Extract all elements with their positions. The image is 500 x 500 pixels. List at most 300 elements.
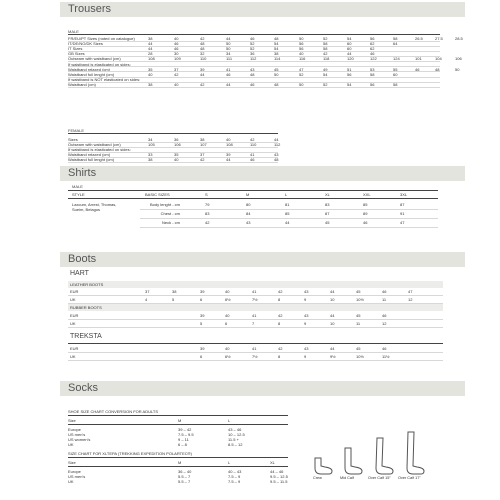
trousers-male-cell: 52 [323, 81, 328, 87]
trousers-male-cell: 124 [393, 56, 400, 62]
shirts-header-cell: XXL [363, 192, 371, 197]
trousers-male-rule [68, 34, 440, 35]
trousers-female-cell: 37 [200, 152, 205, 158]
shirts-cell: 85 [285, 211, 290, 216]
boots-rubber-cell: 7 [252, 321, 255, 326]
trousers-male-cell: 114 [274, 56, 281, 62]
trousers-male-cell: 42 [200, 36, 205, 41]
trousers-male-cell: 116 [299, 56, 306, 62]
trousers-male-cell: 109 [174, 56, 181, 62]
trousers-male-cell: 46 [250, 36, 255, 41]
shirts-cell: 46 [363, 220, 368, 225]
trousers-male-cell: 58 [323, 46, 328, 52]
boots-rubber-cell: 10 [330, 321, 335, 326]
shirts-cell: 91 [400, 211, 405, 216]
trousers-female-cell: 44 [274, 137, 279, 142]
trousers-male-cell: 48 [274, 36, 279, 41]
trousers-female-cell: 105 [148, 142, 155, 148]
shirts-title: Shirts [68, 167, 97, 179]
trousers-male-cell: 46 [226, 71, 231, 77]
boots-treksta-row-label: UK [70, 354, 76, 359]
socks-adults-header-cell: M [178, 418, 182, 423]
trousers-male-cell: 48 [250, 71, 255, 77]
trousers-male-cell: 38 [148, 81, 153, 87]
shirts-header-cell: BASIC SIZES [145, 192, 170, 197]
trousers-male-row-label: Waistband full lenght (cm) [68, 71, 115, 77]
boots-rubber-cell: 42 [278, 313, 283, 318]
trousers-male-cell: 38 [148, 36, 153, 41]
boots-leather-cell: 45 [356, 289, 361, 294]
shirts-rule-header [68, 198, 438, 199]
trousers-male-row-label: IT Sizes [68, 46, 83, 52]
mid-calf-sock-icon [345, 448, 362, 474]
trousers-male-cell: 122 [370, 56, 377, 62]
trousers-male-cell: 50 [455, 66, 460, 72]
boots-leather-row-line [68, 295, 443, 296]
trousers-male-cell: 52 [323, 36, 328, 41]
trousers-female-cell: 36 [174, 137, 179, 142]
trousers-male-cell: 51 [347, 66, 352, 72]
trousers-female-cell: 40 [226, 137, 231, 142]
boots-treksta-label: TREKSTA [70, 333, 102, 340]
trousers-female-cell: 41 [250, 152, 255, 158]
socks-xltepa-header-line [68, 466, 288, 467]
boots-leather-cell: 42 [278, 289, 283, 294]
shirts-row-label: Body lenght - cm [149, 202, 180, 207]
boots-rubber-cell: 46 [382, 313, 387, 318]
boots-rubber-cell: 44 [330, 313, 335, 318]
trousers-male-cell: 44 [148, 41, 153, 47]
boots-rubber-cell: 45 [356, 313, 361, 318]
boots-treksta-cell: 6½ [225, 354, 231, 359]
trousers-male-cell: 37 [174, 66, 179, 72]
sock-label-over-calf-15: Over Calf 15" [368, 476, 391, 480]
trousers-male-cell: 42 [174, 71, 179, 77]
shirts-row-line [140, 227, 438, 228]
socks-xltepa-cell: 36 – 40 [178, 469, 192, 474]
trousers-male-cell: 56 [299, 41, 304, 47]
trousers-female-row-label: Waistband relaxed (cm) [68, 152, 111, 158]
boots-treksta-rule [68, 343, 443, 344]
socks-xltepa-cell: 7.5 – 9 [228, 474, 241, 479]
boots-rubber-band [68, 304, 443, 311]
boots-leather-cell: 12 [408, 297, 413, 302]
boots-rubber-cell: 11 [356, 321, 361, 326]
boots-rubber-cell: 43 [304, 313, 309, 318]
socks-adults-cell: 6 – 8 [178, 442, 187, 447]
trousers-male-row-label: Waistband (cm) [68, 81, 96, 87]
boots-treksta-cell: 9 [304, 354, 307, 359]
trousers-male-cell: 48 [200, 41, 205, 47]
trousers-male-cell: 35 [148, 66, 153, 72]
boots-rubber-cell: 40 [225, 313, 230, 318]
trousers-male-row-label: IT/DE/NO/DK Sizes [68, 41, 103, 47]
trousers-male-cell: 58 [323, 41, 328, 47]
boots-rubber-cell: 12 [382, 321, 387, 326]
socks-xltepa-cell: 9.5 – 12.5 [270, 474, 288, 479]
trousers-female-cell: 107 [200, 142, 207, 148]
trousers-male-cell: 50 [299, 81, 304, 87]
trousers-male-cell: 62 [370, 46, 375, 52]
boots-treksta-cell: 44 [330, 346, 335, 351]
trousers-male-cell: 104 [435, 56, 442, 62]
shirts-cell: 43 [246, 220, 251, 225]
trousers-female-row-label: Outseam with waistband (cm) [68, 142, 121, 148]
trousers-male-cell: 42 [200, 81, 205, 87]
sock-label-mid-calf: Mid Calf [340, 476, 354, 480]
boots-section-header [60, 252, 465, 267]
sock-lengths-illustration [305, 430, 440, 480]
boots-leather-cell: 37 [145, 289, 150, 294]
socks-adults-cell: US men's [68, 432, 86, 437]
boots-leather-cell: 6½ [225, 297, 231, 302]
trousers-male-cell: 28 [148, 51, 153, 57]
shirts-row-line [140, 218, 438, 219]
boots-treksta-row-line [68, 352, 443, 353]
trousers-male-row-label: If waistband is NOT elasticated on sides: [68, 76, 141, 82]
trousers-male-cell: 58 [393, 81, 398, 87]
trousers-section-header [60, 2, 465, 17]
boots-treksta-cell: 41 [252, 346, 257, 351]
trousers-male-cell: 40 [148, 71, 153, 77]
boots-leather-cell: 46 [382, 289, 387, 294]
shirts-cell: 85 [363, 202, 368, 207]
trousers-male-cell: 111 [226, 56, 233, 62]
socks-adults-cell: US women's [68, 437, 91, 442]
trousers-male-cell: 40 [174, 81, 179, 87]
boots-treksta-cell: 7½ [252, 354, 258, 359]
trousers-male-cell: 41 [226, 66, 231, 72]
socks-xltepa-cell: 5.5 – 7 [178, 479, 191, 484]
trousers-male-cell: 50 [274, 71, 279, 77]
trousers-male-cell: 40 [299, 51, 304, 57]
trousers-female-rule [68, 133, 278, 134]
boots-leather-cell: 10½ [356, 297, 364, 302]
trousers-male-cell: 64 [393, 41, 398, 47]
boots-treksta-cell: 39 [200, 346, 205, 351]
socks-xltepa-header-cell: M [178, 460, 182, 465]
trousers-male-cell: 62 [370, 41, 375, 47]
shirts-male-label: MALE [72, 184, 83, 189]
shirts-header-cell: XL [325, 192, 330, 197]
shirts-cell: 42 [205, 220, 210, 225]
socks-adults-cell: UK [68, 442, 74, 447]
socks-adults-cell: 9 – 11 [178, 437, 189, 442]
trousers-male-cell: 60 [347, 41, 352, 47]
trousers-male-cell: 58 [393, 36, 398, 41]
shirts-cell: 83 [325, 202, 330, 207]
trousers-female-row-label: Waistband full lenght (cm) [68, 157, 115, 163]
boots-treksta-cell: 42 [278, 346, 283, 351]
boots-treksta-cell: 40 [225, 346, 230, 351]
trousers-male-cell: 40 [174, 36, 179, 41]
trousers-male-cell: 30 [174, 51, 179, 57]
trousers-male-cell: 54 [347, 81, 352, 87]
boots-leather-cell: 47 [408, 289, 413, 294]
trousers-female-cell: 34 [148, 137, 153, 142]
crew-sock-icon [315, 458, 332, 474]
boots-leather-band [68, 281, 443, 288]
boots-rubber-cell: 8 [278, 321, 281, 326]
trousers-male-cell: 44 [226, 36, 231, 41]
boots-leather-cell: 5 [172, 297, 175, 302]
boots-leather-cell: 39 [200, 289, 205, 294]
socks-adults-header-line [68, 424, 288, 425]
trousers-female-row-label: Sizes [68, 137, 78, 142]
trousers-female-cell: 42 [250, 137, 255, 142]
trousers-female-cell: 108 [226, 142, 233, 148]
trousers-male-cell: 101 [415, 56, 422, 62]
boots-leather-label: LEATHER BOOTS [70, 282, 104, 287]
trousers-male-cell: 108 [148, 56, 155, 62]
boots-rubber-cell: 39 [200, 313, 205, 318]
trousers-male-cell: 52 [250, 46, 255, 52]
trousers-male-cell: 50 [299, 36, 304, 41]
trousers-male-cell: 47 [299, 66, 304, 72]
boots-treksta-cell: 43 [304, 346, 309, 351]
boots-treksta-row-label: EUR [70, 346, 79, 351]
over-calf-15-sock-icon [376, 438, 393, 474]
shirts-cell: 87 [325, 211, 330, 216]
boots-treksta-cell: 45 [356, 346, 361, 351]
trousers-male-cell: 50 [226, 41, 231, 47]
trousers-male-cell: 44 [347, 51, 352, 57]
trousers-male-row-label: If waistband is elasticated on sides: [68, 61, 131, 67]
boots-leather-cell: 38 [172, 289, 177, 294]
socks-xltepa-cell: 7.5 – 9 [228, 479, 241, 484]
trousers-male-cell: 45 [274, 66, 279, 72]
trousers-female-label: FEMALE [68, 128, 85, 133]
socks-xltepa-header-cell: XL [270, 460, 275, 465]
over-calf-17-sock-icon [407, 432, 424, 474]
boots-rubber-row-label: UK [70, 321, 76, 326]
shirts-row-line [140, 209, 438, 210]
boots-treksta-row-line [68, 360, 443, 361]
boots-treksta-cell: 6 [200, 354, 203, 359]
shirts-header-cell: STYLE [72, 192, 85, 197]
socks-xltepa-cell: 9.5 – 11.5 [270, 479, 288, 484]
shirts-cell: 81 [285, 202, 290, 207]
socks-adults-cell: 43 – 46 [228, 427, 242, 432]
trousers-male-cell: 34 [226, 51, 231, 57]
trousers-male-cell: 48 [274, 81, 279, 87]
socks-xltepa-label: SIZE CHART FOR XLTEPA (TREKKING EXPEDITION POLARTEC®) [68, 451, 192, 456]
shirts-cell: 44 [285, 220, 290, 225]
trousers-male-cell: 26.5 [415, 36, 423, 41]
boots-leather-cell: 6 [200, 297, 203, 302]
trousers-male-row-label: Waistband relaxed (cm) [68, 66, 111, 72]
shirts-cell: 79 [205, 202, 210, 207]
trousers-female-cell: 110 [250, 142, 257, 148]
trousers-male-cell: 46 [370, 51, 375, 57]
trousers-male-cell: 46 [415, 66, 420, 72]
trousers-male-cell: 112 [250, 56, 257, 62]
socks-adults-cell: 39 – 42 [178, 427, 192, 432]
trousers-female-cell: 42 [200, 157, 205, 163]
boots-hart-label: HART [70, 270, 89, 277]
shirts-cell: 83 [205, 211, 210, 216]
shirts-header-cell: M [246, 192, 250, 197]
boots-leather-cell: 44 [330, 289, 335, 294]
trousers-female-cell: 40 [174, 157, 179, 163]
shirts-cell: 84 [246, 211, 251, 216]
socks-adults-header-cell: Size [68, 418, 76, 423]
trousers-female-cell: 43 [274, 152, 279, 158]
trousers-male-cell: 56 [370, 81, 375, 87]
sock-label-crew: Crew [313, 476, 322, 480]
trousers-male-cell: 53 [370, 66, 375, 72]
trousers-male-cell: 110 [200, 56, 207, 62]
trousers-male-cell: 49 [323, 66, 328, 72]
sock-label-over-calf-17: Over Calf 17" [398, 476, 421, 480]
trousers-female-cell: 112 [274, 142, 281, 148]
trousers-male-cell: 56 [299, 46, 304, 52]
trousers-male-cell: 44 [226, 81, 231, 87]
trousers-male-cell: 39 [200, 66, 205, 72]
trousers-male-cell: 52 [299, 71, 304, 77]
shirts-cell: 45 [325, 220, 330, 225]
socks-adults-cell: Europe [68, 427, 81, 432]
trousers-male-cell: 54 [347, 36, 352, 41]
boots-title: Boots [68, 253, 97, 265]
socks-xltepa-cell: US men's [68, 474, 86, 479]
socks-title: Socks [68, 382, 98, 394]
shirts-header-cell: 3XL [400, 192, 408, 197]
socks-adults-label: SHOE SIZE CHART CONVERSION FOR ADULTS [68, 409, 159, 414]
trousers-male-cell: 60 [393, 71, 398, 77]
trousers-male-cell: 52 [250, 41, 255, 47]
socks-adults-rule [68, 415, 288, 416]
trousers-female-row-line [68, 162, 278, 163]
socks-xltepa-header-cell: L [228, 460, 231, 465]
trousers-male-cell: 42 [323, 51, 328, 57]
trousers-female-cell: 33 [148, 152, 153, 158]
boots-treksta-cell: 11½ [382, 354, 390, 359]
socks-section-header [60, 381, 465, 396]
trousers-male-cell: 60 [347, 46, 352, 52]
shirts-cell: 87 [400, 202, 405, 207]
shirts-cell: 89 [363, 211, 368, 216]
trousers-female-cell: 44 [226, 157, 231, 163]
trousers-male-cell: 46 [250, 81, 255, 87]
trousers-male-row-label: GB Sizes [68, 51, 85, 57]
boots-rubber-cell: 41 [252, 313, 257, 318]
socks-adults-cell: 10 – 12.5 [228, 432, 245, 437]
socks-adults-cell: 7.5 – 9.5 [178, 432, 194, 437]
trousers-male-cell: 44 [148, 46, 153, 52]
boots-leather-cell: 9 [304, 297, 307, 302]
trousers-male-cell: 56 [347, 71, 352, 77]
trousers-male-cell: 120 [347, 56, 354, 62]
socks-xltepa-cell: Europe [68, 469, 81, 474]
socks-adults-cell: 11.5 + [228, 437, 239, 442]
trousers-male-cell: 54 [274, 46, 279, 52]
shirts-row-label: Chest - cm [160, 211, 180, 216]
boots-leather-cell: 43 [304, 289, 309, 294]
trousers-male-cell: 48 [435, 66, 440, 72]
boots-rubber-row-label: EUR [70, 313, 79, 318]
socks-adults-cell: 8.5 – 12 [228, 442, 243, 447]
boots-leather-cell: 11 [382, 297, 387, 302]
shirts-style-text: Sueim, Belagus [72, 207, 101, 212]
socks-xltepa-cell: 40 – 43 [228, 469, 242, 474]
boots-treksta-cell: 9½ [330, 354, 336, 359]
boots-leather-cell: 7½ [252, 297, 258, 302]
shirts-row-label: Neck - cm [162, 220, 180, 225]
shirts-rule-top [68, 190, 438, 191]
trousers-female-cell: 38 [148, 157, 153, 163]
boots-treksta-cell: 8 [278, 354, 281, 359]
shirts-header-cell: S [205, 192, 208, 197]
boots-leather-row-label: EUR [70, 289, 79, 294]
boots-leather-cell: 8 [278, 297, 281, 302]
trousers-male-cell: 48 [200, 46, 205, 52]
trousers-male-cell: 36 [250, 51, 255, 57]
trousers-female-row-label: If waistband is elasticated on sides: [68, 147, 131, 153]
trousers-male-cell: 27.5 [435, 36, 443, 41]
socks-xltepa-cell: UK [68, 479, 74, 484]
trousers-male-cell: 43 [250, 66, 255, 72]
boots-rubber-cell: 6 [225, 321, 228, 326]
shirts-section-header [60, 166, 465, 181]
boots-treksta-cell: 10½ [356, 354, 364, 359]
trousers-male-cell: 54 [274, 41, 279, 47]
boots-rubber-cell: 9 [304, 321, 307, 326]
socks-adults-header-cell: L [228, 418, 231, 423]
trousers-female-cell: 48 [274, 157, 279, 163]
trousers-female-cell: 106 [174, 142, 181, 148]
trousers-female-cell: 46 [250, 157, 255, 163]
boots-rubber-row-line [68, 327, 443, 328]
trousers-female-cell: 39 [226, 152, 231, 158]
shirts-header-cell: L [285, 192, 288, 197]
boots-rubber-label: RUBBER BOOTS [70, 305, 102, 310]
trousers-male-row-label: FR/EU/PT Sizes (noted on catalogue) [68, 36, 135, 41]
trousers-male-cell: 58 [370, 71, 375, 77]
shirts-cell: 47 [400, 220, 405, 225]
boots-rubber-row-line [68, 319, 443, 320]
socks-xltepa-rule [68, 457, 288, 458]
trousers-male-row-label: Outseam with waistband (cm) [68, 56, 121, 62]
trousers-male-cell: 56 [370, 36, 375, 41]
boots-leather-cell: 41 [252, 289, 257, 294]
trousers-male-cell: 54 [323, 71, 328, 77]
boots-leather-row-label: UK [70, 297, 76, 302]
socks-xltepa-cell: 5.5 – 7 [178, 474, 191, 479]
boots-treksta-cell: 46 [382, 346, 387, 351]
trousers-male-cell: 46 [174, 41, 179, 47]
trousers-male-cell: 46 [174, 46, 179, 52]
trousers-male-cell: 44 [200, 71, 205, 77]
boots-leather-cell: 40 [225, 289, 230, 294]
shirts-cell: 80 [246, 202, 251, 207]
shirts-style-text: Laxcum, Arrest, Thomas, [72, 202, 117, 207]
trousers-male-label: MALE [68, 29, 79, 34]
trousers-male-cell: 55 [393, 66, 398, 72]
trousers-male-cell: 28.5 [455, 36, 463, 41]
trousers-male-cell: 106 [455, 56, 462, 62]
boots-leather-cell: 4 [145, 297, 148, 302]
trousers-female-cell: 35 [174, 152, 179, 158]
socks-xltepa-cell: 44 – 46 [270, 469, 284, 474]
trousers-title: Trousers [68, 3, 111, 15]
trousers-male-cell: 118 [323, 56, 330, 62]
trousers-male-row-line [68, 87, 440, 88]
trousers-female-cell: 38 [200, 137, 205, 142]
trousers-male-cell: 32 [200, 51, 205, 57]
socks-xltepa-header-cell: Size [68, 460, 76, 465]
boots-leather-cell: 10 [330, 297, 335, 302]
